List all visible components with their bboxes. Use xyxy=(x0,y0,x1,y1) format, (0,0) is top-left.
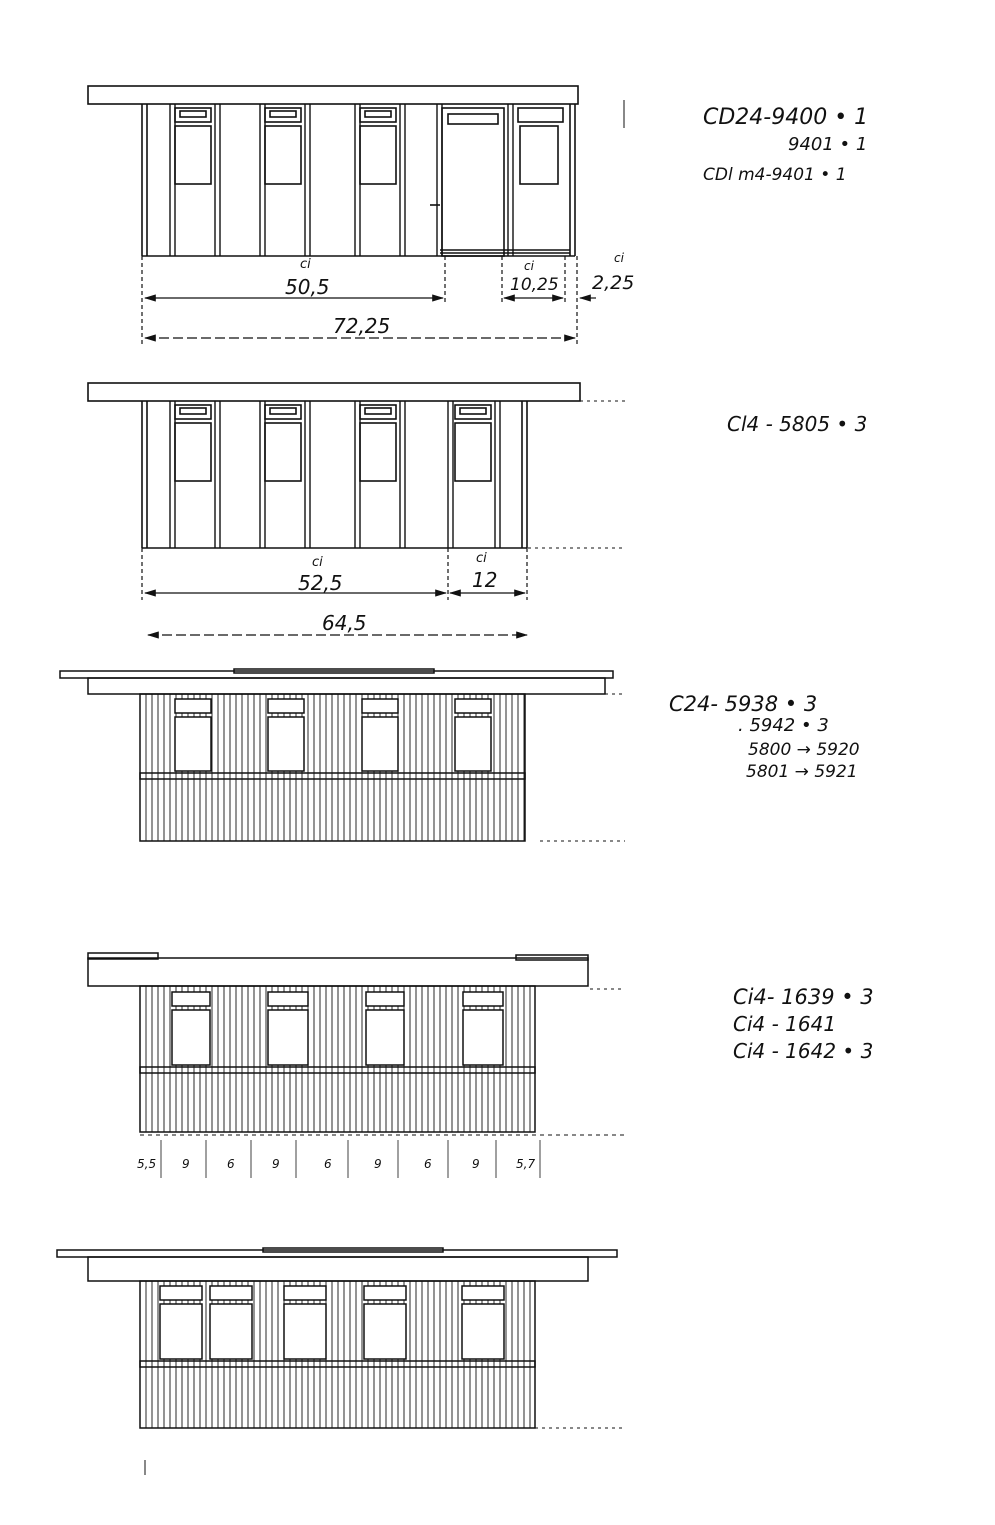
bay-mark: 6 xyxy=(227,1157,235,1171)
car-3-label-3: 5800 → 5920 xyxy=(748,740,860,760)
car-2-elevation xyxy=(88,383,580,548)
car-1-dim-c: 2,25 xyxy=(592,272,635,294)
car-3-label-1: C24- 5938 • 3 xyxy=(669,692,818,716)
registration-marks xyxy=(145,100,625,1475)
car-1-label-3: CDl m4-9401 • 1 xyxy=(703,165,847,185)
car-2-dim-prefix-a: ci xyxy=(312,555,323,570)
car-1-dim-prefix-b: ci xyxy=(524,259,534,273)
car-2-dim-b: 12 xyxy=(472,568,498,592)
bay-mark: 6 xyxy=(424,1157,432,1171)
car-1-dim-b: 10,25 xyxy=(510,275,559,295)
car-1-dim-a: 50,5 xyxy=(285,275,330,299)
car-1-label-2: 9401 • 1 xyxy=(788,134,868,155)
car-4-bay-marks xyxy=(137,1140,540,1178)
car-4-label-1: Ci4- 1639 • 3 xyxy=(733,985,874,1009)
bay-mark: 5,7 xyxy=(516,1157,536,1171)
car-1-elevation xyxy=(88,86,578,256)
car-5-elevation xyxy=(57,1248,617,1428)
car-1-label-1: CD24-9400 • 1 xyxy=(703,105,869,130)
bay-mark: 9 xyxy=(272,1157,280,1171)
car-1-dim-prefix-c: ci xyxy=(614,251,624,265)
car-2-dim-a: 52,5 xyxy=(298,571,343,595)
car-1-dim-total: 72,25 xyxy=(333,314,391,338)
car-3-label-2: . 5942 • 3 xyxy=(738,715,829,736)
car-2-dim-prefix-b: ci xyxy=(476,551,487,566)
bay-mark: 6 xyxy=(324,1157,332,1171)
car-4-elevation xyxy=(88,953,625,1135)
car-4-label-3: Ci4 - 1642 • 3 xyxy=(733,1039,874,1063)
car-1-dim-prefix-a: ci xyxy=(300,257,311,272)
car-3-label-4: 5801 → 5921 xyxy=(746,762,858,782)
car-4-label-2: Ci4 - 1641 xyxy=(733,1012,837,1036)
car-2-label-1: Cl4 - 5805 • 3 xyxy=(727,412,868,436)
bay-mark: 9 xyxy=(374,1157,382,1171)
car-2-dim-total: 64,5 xyxy=(322,611,367,635)
bay-mark: 5,5 xyxy=(137,1157,157,1171)
bay-mark: 9 xyxy=(472,1157,480,1171)
bay-mark: 9 xyxy=(182,1157,190,1171)
car-3-elevation xyxy=(60,669,613,841)
